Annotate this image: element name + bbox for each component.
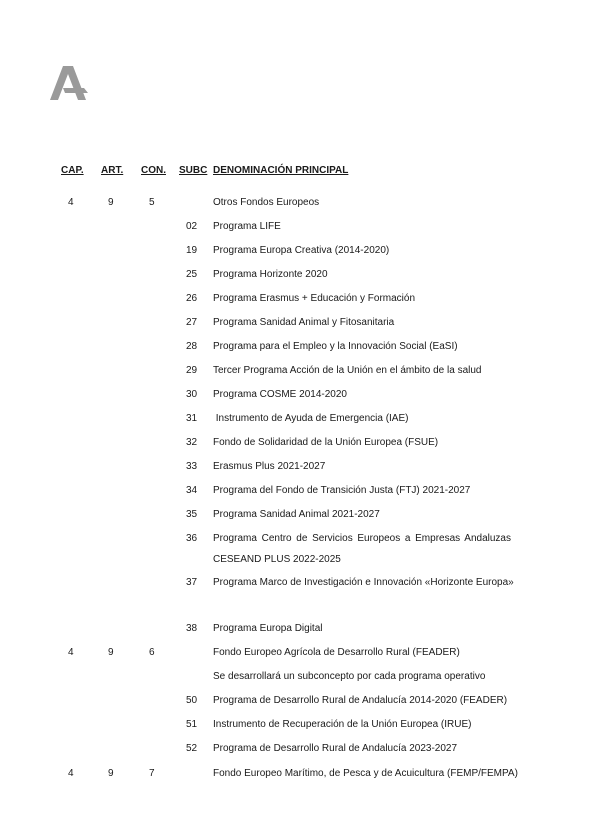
denominacion-cell: Programa de Desarrollo Rural de Andalucía 2014-2020 (FEADER) bbox=[213, 695, 508, 706]
art-cell: 9 bbox=[108, 647, 114, 658]
column-header-denominacion: DENOMINACIÓN PRINCIPAL bbox=[213, 165, 349, 176]
subc-cell: 30 bbox=[186, 389, 198, 400]
denominacion-cell: Fondo Europeo Agrícola de Desarrollo Rural (FEADER) bbox=[213, 647, 460, 658]
denominacion-cell: Programa Marco de Investigación e Innovación «Horizonte Europa» bbox=[213, 577, 514, 588]
denominacion-cell: Programa COSME 2014-2020 bbox=[213, 389, 347, 400]
denominacion-cell: Instrumento de Ayuda de Emergencia (IAE) bbox=[213, 413, 409, 424]
denominacion-cell: Programa Centro de Servicios Europeos a Empresas Andaluzas CESEAND PLUS 2022-2025 bbox=[213, 533, 511, 565]
art-cell: 9 bbox=[108, 768, 114, 779]
art-cell: 9 bbox=[108, 197, 114, 208]
denominacion-cell: Tercer Programa Acción de la Unión en el ámbito de la salud bbox=[213, 365, 482, 376]
table-header bbox=[0, 165, 600, 179]
column-header-cap: CAP. bbox=[61, 165, 84, 176]
denominacion-cell: Programa para el Empleo y la Innovación Social (EaSI) bbox=[213, 341, 458, 352]
denominacion-cell: Programa Sanidad Animal y Fitosanitaria bbox=[213, 317, 395, 328]
con-cell: 5 bbox=[149, 197, 155, 208]
column-header-art: ART. bbox=[101, 165, 124, 176]
denominacion-cell: Programa Europa Digital bbox=[213, 623, 323, 634]
subc-cell: 32 bbox=[186, 437, 198, 448]
subc-cell: 38 bbox=[186, 623, 198, 634]
column-header-con: CON. bbox=[141, 165, 166, 176]
cap-cell: 4 bbox=[68, 197, 74, 208]
subc-cell: 51 bbox=[186, 719, 198, 730]
subc-cell: 52 bbox=[186, 743, 198, 754]
subc-cell: 50 bbox=[186, 695, 198, 706]
denominacion-cell: Fondo de Solidaridad de la Unión Europea (FSUE) bbox=[213, 437, 439, 448]
denominacion-cell: Instrumento de Recuperación de la Unión Europea (IRUE) bbox=[213, 719, 472, 730]
column-header-subc: SUBC bbox=[179, 165, 208, 176]
denominacion-cell: Erasmus Plus 2021-2027 bbox=[213, 461, 326, 472]
subc-cell: 35 bbox=[186, 509, 198, 520]
subc-cell: 33 bbox=[186, 461, 198, 472]
cap-cell: 4 bbox=[68, 768, 74, 779]
denominacion-cell: Otros Fondos Europeos bbox=[213, 197, 320, 208]
andalucia-a-logo bbox=[50, 66, 90, 100]
subc-cell: 02 bbox=[186, 221, 198, 232]
denominacion-cell: Programa del Fondo de Transición Justa (FTJ) 2021-2027 bbox=[213, 485, 471, 496]
denominacion-cell: Programa Erasmus + Educación y Formación bbox=[213, 293, 416, 304]
denominacion-cell: Programa Sanidad Animal 2021-2027 bbox=[213, 509, 380, 520]
denominacion-cell: Programa Europa Creativa (2014-2020) bbox=[213, 245, 390, 256]
denominacion-cell: Fondo Europeo Marítimo, de Pesca y de Acuicultura (FEMP/FEMPA) bbox=[213, 768, 518, 779]
subc-cell: 34 bbox=[186, 485, 198, 496]
denominacion-cell: Programa LIFE bbox=[213, 221, 281, 232]
subc-cell: 29 bbox=[186, 365, 198, 376]
con-cell: 6 bbox=[149, 647, 155, 658]
con-cell: 7 bbox=[149, 768, 155, 779]
denominacion-cell: Programa de Desarrollo Rural de Andalucía 2023-2027 bbox=[213, 743, 458, 754]
subc-cell: 27 bbox=[186, 317, 198, 328]
subc-cell: 25 bbox=[186, 269, 198, 280]
subc-cell: 31 bbox=[186, 413, 198, 424]
subc-cell: 37 bbox=[186, 577, 198, 588]
subc-cell: 36 bbox=[186, 533, 198, 544]
cap-cell: 4 bbox=[68, 647, 74, 658]
subc-cell: 26 bbox=[186, 293, 198, 304]
denominacion-cell: Se desarrollará un subconcepto por cada programa operativo bbox=[213, 671, 486, 682]
subc-cell: 19 bbox=[186, 245, 198, 256]
subc-cell: 28 bbox=[186, 341, 198, 352]
denominacion-cell: Programa Horizonte 2020 bbox=[213, 269, 328, 280]
